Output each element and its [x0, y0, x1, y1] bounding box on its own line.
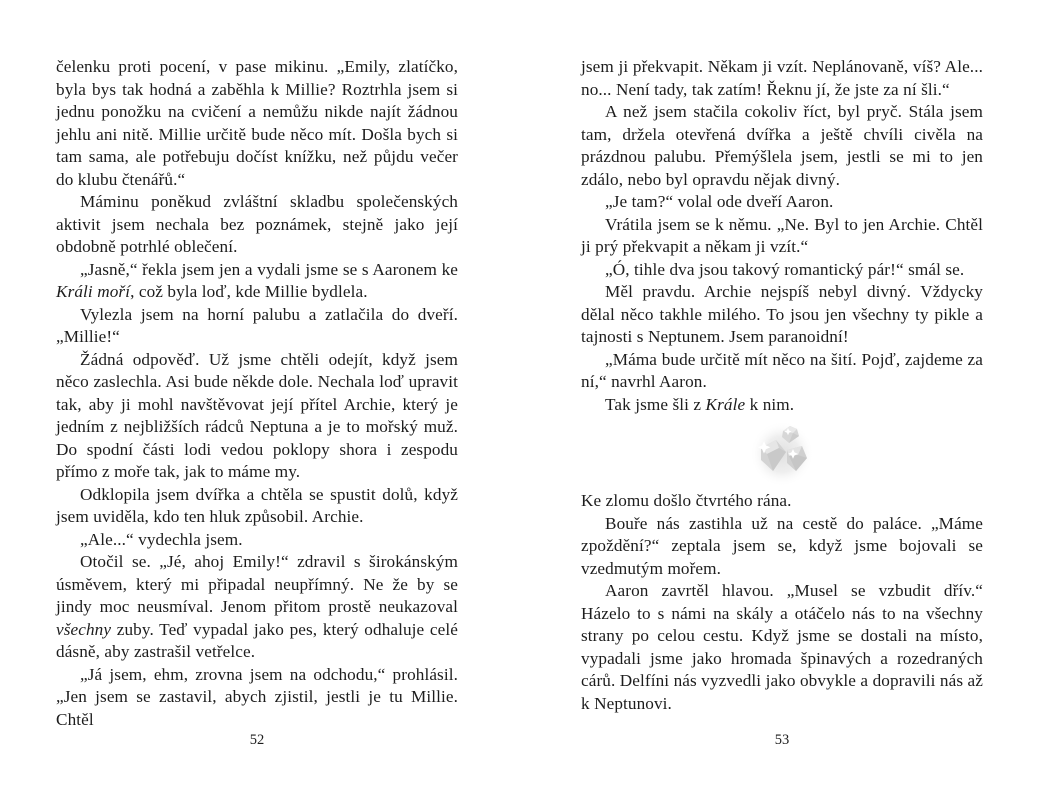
body-text: čelenku proti pocení, v pase mikinu. „Emily, zlatíčko, byla bys tak hodná a zaběhla k Millie? Roztrhla jsem si jednu ponožku na cvičení a nemůžu nikde najít žádnou jehlu ani nitě. Millie určitě bude něco mít. Došla bych si tam sama, ale potřebuju dočíst knížku, než půjdu večer do klubu čtenářů.“ — [56, 57, 458, 189]
paragraph — [581, 349, 983, 394]
page-text-right — [581, 56, 983, 715]
body-text: Měl pravdu. Archie nejspíš nebyl divný. Vždycky dělal něco takhle milého. To jsou jen všechny ty pikle a tajnosti s Neptunem. Jsem paranoidní! — [581, 282, 983, 346]
paragraph — [581, 214, 983, 259]
paragraph — [56, 484, 458, 529]
body-text: Aaron zavrtěl hlavou. „Musel se vzbudit dřív.“ Házelo to s námi na skály a otáčelo nás to na všechny strany po celou cestu. Když jsme se dostali na místo, vypadali jsme jako hromada špinavých a rozedraných cárů. Delfíni nás vyzvedli jako obvykle a dopravili nás až k Neptunovi. — [581, 581, 983, 713]
body-text: Vrátila jsem se k němu. „Ne. Byl to jen Archie. Chtěl ji prý překvapit a někam ji vzít.“ — [581, 214, 983, 256]
paragraph — [581, 281, 983, 349]
body-text: „Je tam?“ volal ode dveří Aaron. — [605, 192, 834, 211]
paragraph — [56, 664, 458, 732]
page-left — [56, 0, 458, 800]
body-text: jsem ji překvapit. Někam ji vzít. Neplánovaně, víš? Ale... no... Není tady, tak zatím! Řeknu jí, že jste za ní šli.“ — [581, 57, 983, 99]
paragraph — [56, 349, 458, 484]
page-number-left: 52 — [249, 732, 265, 748]
paragraph — [581, 580, 983, 715]
italic-text: všechny — [56, 619, 112, 639]
gem-cluster-icon — [749, 418, 815, 488]
paragraph — [581, 490, 983, 513]
page-text-left — [56, 56, 458, 731]
paragraph — [56, 259, 458, 304]
body-text: zuby. Teď vypadal jako pes, který odhaluje celé dásně, aby zastrašil vetřelce. — [56, 619, 458, 661]
paragraph — [581, 56, 983, 101]
body-text: A než jsem stačila cokoliv říct, byl pryč. Stála jsem tam, držela otevřená dvířka a ještě chvíli civěla na prázdnou palubu. Přemýšlela jsem, jestli se mi to jen zdálo, nebo byl opravdu nějak divný. — [581, 102, 983, 189]
page-right — [581, 0, 983, 800]
body-text: „Ó, tihle dva jsou takový romantický pár!“ smál se. — [605, 259, 965, 279]
paragraph — [56, 191, 458, 259]
italic-text: Králi moří — [56, 282, 131, 301]
body-text: „Máma bude určitě mít něco na šití. Pojď, zajdeme za ní,“ navrhl Aaron. — [581, 349, 983, 391]
paragraph — [56, 551, 458, 664]
paragraph — [56, 529, 458, 552]
body-text: „Ale...“ vydechla jsem. — [80, 529, 243, 549]
body-text: Odklopila jsem dvířka a chtěla se spustit dolů, když jsem uviděla, kdo ten hluk způsobil. Archie. — [56, 484, 458, 526]
paragraph — [581, 394, 983, 417]
body-text: Máminu poněkud zvláštní skladbu společenských aktivit jsem nechala bez poznámek, stejně jako její obdobně potrhlé oblečení. — [56, 192, 458, 256]
paragraph — [581, 191, 983, 214]
body-text: Vylezla jsem na horní palubu a zatlačila do dveří. „Millie!“ — [56, 304, 458, 346]
paragraph — [56, 304, 458, 349]
body-text: „Jasně,“ řekla jsem jen a vydali jsme se s Aaronem ke — [80, 259, 458, 279]
paragraph — [581, 513, 983, 581]
scene-break — [581, 416, 983, 490]
body-text: „Já jsem, ehm, zrovna jsem na odchodu,“ prohlásil. „Jen jsem se zastavil, abych zjistil, jestli je tu Millie. Chtěl — [56, 664, 458, 729]
body-text: , což byla loď, kde Millie bydlela. — [130, 282, 368, 301]
body-text: Otočil se. „Jé, ahoj Emily!“ zdravil s širokánským úsměvem, který mi připadal neupřímný. Ne že by se jindy moc neusmíval. Jenom přitom prostě neukazoval — [56, 552, 458, 616]
paragraph — [581, 101, 983, 191]
body-text: Bouře nás zastihla už na cestě do paláce. „Máme zpoždění?“ zeptala jsem se, když jsme bojovali se vzedmutým mořem. — [581, 513, 983, 578]
italic-text: Krále — [705, 394, 746, 414]
paragraph — [581, 259, 983, 282]
body-text: Tak jsme šli z — [605, 394, 706, 414]
paragraph — [56, 56, 458, 191]
body-text: k nim. — [745, 394, 795, 414]
body-text: Žádná odpověď. Už jsme chtěli odejít, když jsem něco zaslechla. Asi bude někde dole. Nechala loď upravit tak, aby ji mohl navštěvovat její přítel Archie, který je jedním z nejbližších rádců Neptuna a je to mořský muž. Do spodní části lodi vedou poklopy shora i zespodu přímo z moře tak, jak to máme my. — [56, 349, 458, 481]
page-number-right: 53 — [774, 732, 790, 748]
body-text: Ke zlomu došlo čtvrtého rána. — [581, 491, 792, 510]
